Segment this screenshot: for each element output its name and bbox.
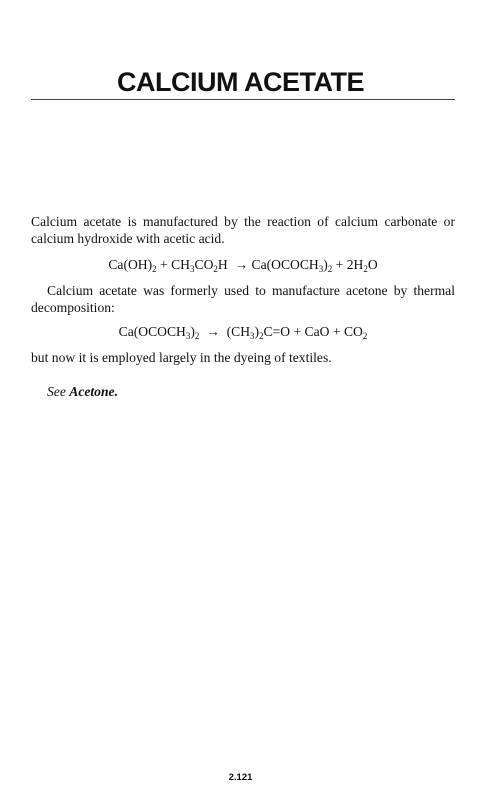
eq2-sub: 3 [185,331,191,341]
eq1-sub: 2 [327,264,333,274]
eq1-sub: 3 [318,264,324,274]
see-also-prefix: See [47,384,70,399]
eq2-sub: 2 [194,331,200,341]
eq2-part: Ca(OCOCH [118,324,186,339]
eq2-sub: 2 [259,331,264,341]
eq2-part: ) [190,324,195,339]
eq2-part: → (CH [199,324,251,339]
eq1-part: + CH [156,257,190,272]
eq2-sub: 3 [250,331,255,341]
eq2-part: ) [254,324,260,339]
eq1-part: ) [323,257,328,272]
page-number: 2.121 [228,772,253,783]
eq1-part: CO [194,257,214,272]
equation-1 [31,256,455,273]
eq1-part: H → Ca(OCOCH [217,257,319,272]
eq1-part: O [367,257,378,272]
paragraph-usage: but now it is employed largely in the dyeing of textiles. [31,350,332,365]
eq1-sub: 2 [152,264,157,274]
title-rule [31,99,455,100]
eq1-part: + 2H [332,257,364,272]
eq1-sub: 3 [190,264,195,274]
equation-2 [31,323,455,340]
see-also [31,383,455,400]
eq2-sub: 2 [362,331,368,341]
eq2-part: C=O + CaO + CO [263,324,363,339]
paragraph-intro: Calcium acetate is manufactured by the reaction of calcium carbonate or calcium hydroxide with acetic acid. [31,214,455,246]
eq1-sub: 2 [213,264,218,274]
paragraph-decomposition: Calcium acetate was formerly used to manufacture acetone by thermal decomposition: [31,283,455,315]
page-title: CALCIUM ACETATE [117,67,364,97]
eq1-part: Ca(OH) [108,257,153,272]
see-also-link[interactable]: Acetone. [69,384,118,399]
eq1-sub: 2 [363,264,368,274]
